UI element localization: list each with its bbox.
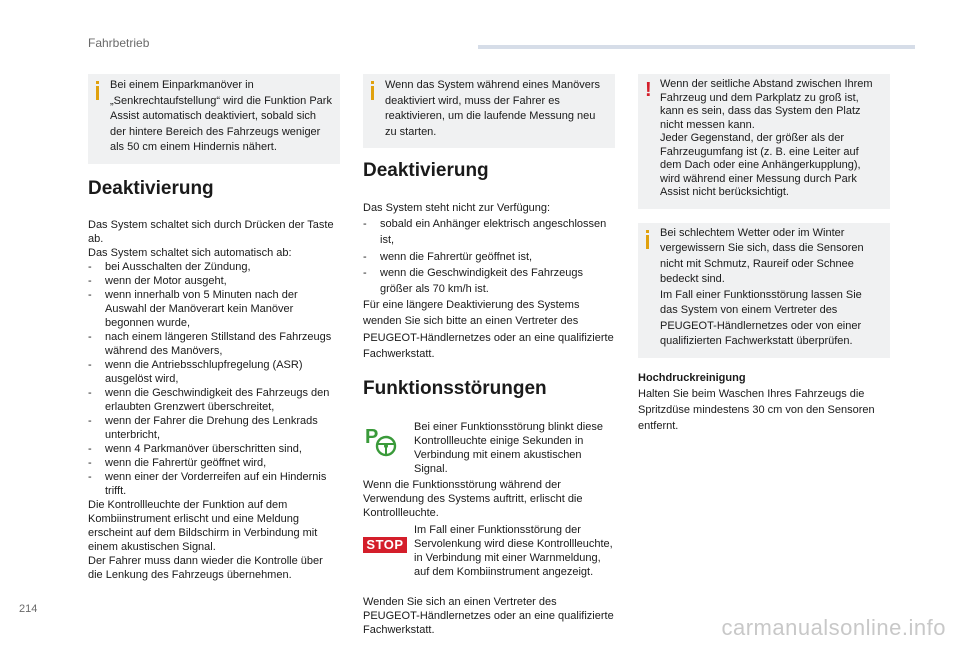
paragraph: Im Fall einer Funktionsstörung der Servolenkung wird diese Kontrollleuchte, in Verbindung mit einer Warnmeldung, auf dem Kombiinstrument angezeigt. [414, 524, 613, 579]
paragraph: Wenden Sie sich an einen Vertreter des PEUGEOT-Händlernetzes oder an eine qualifizierte Fachwerkstatt. [363, 596, 614, 637]
column-3 [638, 74, 890, 434]
note-text: Wenn das System während eines Manövers deaktiviert wird, muss der Fahrer es reaktivieren, um die laufende Messung neu zu starten. [385, 79, 601, 138]
condition-list [363, 216, 615, 297]
stop-warning-block [363, 523, 615, 593]
page-number: 214 [19, 603, 38, 615]
paragraph: Das System schaltet sich automatisch ab: [88, 246, 292, 259]
stop-icon: STOP [363, 537, 407, 553]
warning-note [638, 74, 890, 209]
info-icon [370, 81, 377, 99]
list-item: - sobald ein Anhänger elektrisch angeschlossen ist, [363, 216, 615, 248]
heading-deaktivierung: Deaktivierung [363, 160, 489, 181]
info-note [88, 74, 340, 164]
paragraph: Der Fahrer muss dann wieder die Kontrolle über die Lenkung des Fahrzeugs übernehmen. [88, 554, 323, 581]
paragraph: Für eine längere Deaktivierung des Systems wenden Sie sich bitte an einen Vertreter des PEUGEOT-Händlernetzes oder an eine qualifizierte Fachwerkstatt. [363, 299, 614, 360]
list-item: - bei Ausschalten der Zündung, [88, 260, 340, 274]
heading-funktionsstoerungen: Funktionsstörungen [363, 378, 547, 400]
svg-text:P: P [365, 426, 379, 449]
subheading: Hochdruckreinigung [638, 371, 746, 384]
section-title: Fahrbetrieb [88, 36, 150, 50]
list-item: - wenn die Fahrertür geöffnet wird, [88, 456, 340, 470]
list-item: - wenn die Geschwindigkeit des Fahrzeugs den erlaubten Grenzwert überschreitet, [88, 386, 340, 414]
column-2 [363, 74, 615, 637]
watermark: carmanualsonline.info [721, 615, 946, 640]
list-item: - wenn einer der Vorderreifen auf ein Hindernis trifft. [88, 470, 340, 498]
park-assist-icon [365, 424, 397, 458]
list-item: - wenn die Antriebsschlupfregelung (ASR) ausgelöst wird, [88, 358, 340, 386]
list-item: - wenn 4 Parkmanöver überschritten sind, [88, 442, 340, 456]
list-item: - wenn der Motor ausgeht, [88, 274, 340, 288]
heading-deaktivierung: Deaktivierung [88, 177, 214, 199]
paragraph: Halten Sie beim Waschen Ihres Fahrzeugs die Spritzdüse mindestens 30 cm von den Sensoren entfernt. [638, 387, 875, 433]
header-bar [478, 45, 915, 49]
condition-list [88, 260, 340, 498]
exclamation-icon: ! [645, 79, 652, 101]
paragraph: Wenn die Funktionsstörung während der Verwendung des Systems auftritt, erlischt die Kontrollleuchte. [363, 479, 583, 520]
p-warning-block [363, 420, 615, 478]
note-text: Wenn der seitliche Abstand zwischen Ihrem Fahrzeug und dem Parkplatz zu groß ist, kann es sein, dass das System den Platz nicht messen kann. [660, 78, 873, 131]
column-1 [88, 74, 340, 582]
cleaning-block [638, 370, 890, 435]
list-item: - wenn der Fahrer die Drehung des Lenkrads unterbricht, [88, 414, 340, 442]
paragraph: Die Kontrollleuchte der Funktion auf dem Kombiinstrument erlischt und eine Meldung erscheint auf dem Bildschirm in Verbindung mit einem akustischen Signal. [88, 498, 318, 553]
paragraph: Bei einer Funktionsstörung blinkt diese Kontrollleuchte einige Sekunden in Verbindung mit einem akustischen Signal. [414, 421, 603, 476]
list-item: - wenn die Fahrertür geöffnet ist, [363, 249, 615, 265]
list-item: - wenn die Geschwindigkeit des Fahrzeugs größer als 70 km/h ist. [363, 265, 615, 297]
info-note [363, 74, 615, 148]
paragraph: Das System schaltet sich durch Drücken der Taste ab. [88, 218, 334, 245]
paragraph: Das System steht nicht zur Verfügung: [363, 202, 551, 214]
list-item: - nach einem längeren Stillstand des Fahrzeugs während des Manövers, [88, 330, 340, 358]
info-note [638, 223, 890, 358]
list-item: - wenn innerhalb von 5 Minuten nach der Auswahl der Manöverart kein Manöver begonnen wurde, [88, 288, 340, 330]
note-text: Bei einem Einparkmanöver in „Senkrechtaufstellung“ wird die Funktion Park Assist automatisch deaktiviert, sobald sich der hintere Bereich des Fahrzeugs weniger als 50 cm einem Hindernis nähert. [110, 79, 332, 153]
availability-block [363, 200, 615, 362]
note-text: Bei schlechtem Wetter oder im Winter vergewissern Sie sich, dass die Sensoren nicht mit Schmutz, Raureif oder Schnee bedeckt sind. [660, 226, 864, 285]
info-icon [95, 81, 102, 99]
info-icon [645, 230, 652, 248]
note-text: Im Fall einer Funktionsstörung lassen Sie das System von einem Vertreter des PEUGEOT-Händlernetzes oder von einer qualifizierten Fachwerkstatt überprüfen. [660, 288, 862, 347]
note-text: Jeder Gegenstand, der größer als der Fahrzeugumfang ist (z. B. eine Leiter auf dem Dach oder eine Anhängerkupplung), wird während einer Messung durch Park Assist nicht berücksichtigt. [660, 132, 861, 198]
